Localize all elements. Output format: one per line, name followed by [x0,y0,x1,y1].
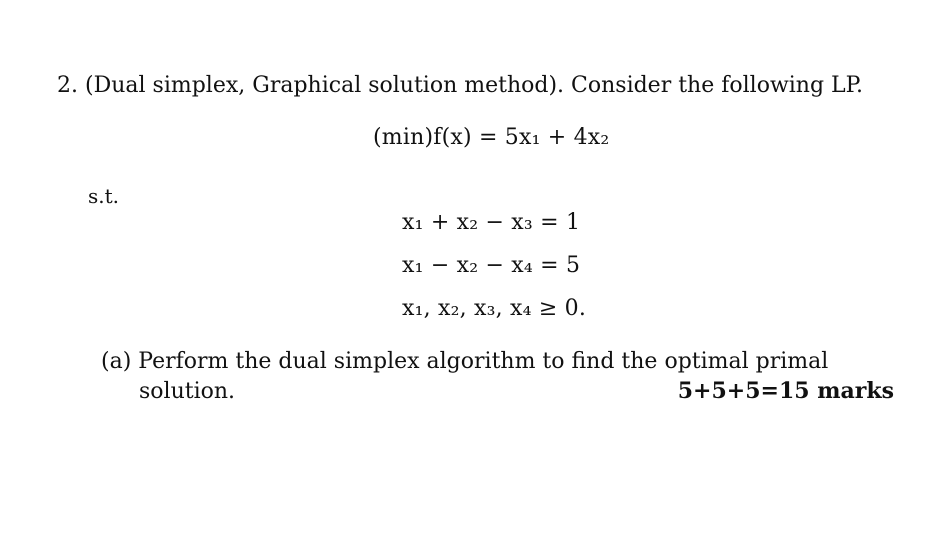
part-a-text-line-2: solution. [139,379,236,404]
question-heading-text: (Dual simplex, Graphical solution method). Consider the following LP. [85,73,864,98]
part-a-text-line-1: (a) Perform the dual simplex algorithm to find the optimal primal [101,349,829,374]
constraint-1: x₁ + x₂ − x₃ = 1 [402,210,581,235]
objective-function: (min)f(x) = 5x₁ + 4x₂ [373,125,610,150]
nonnegativity-constraint: x₁, x₂, x₃, x₄ ≥ 0. [402,296,587,321]
question-number: 2. [57,73,78,98]
constraint-2: x₁ − x₂ − x₄ = 5 [402,253,581,278]
subject-to-label: s.t. [88,184,120,208]
question-heading [57,73,863,98]
marks-allocation: 5+5+5=15 marks [677,378,894,404]
